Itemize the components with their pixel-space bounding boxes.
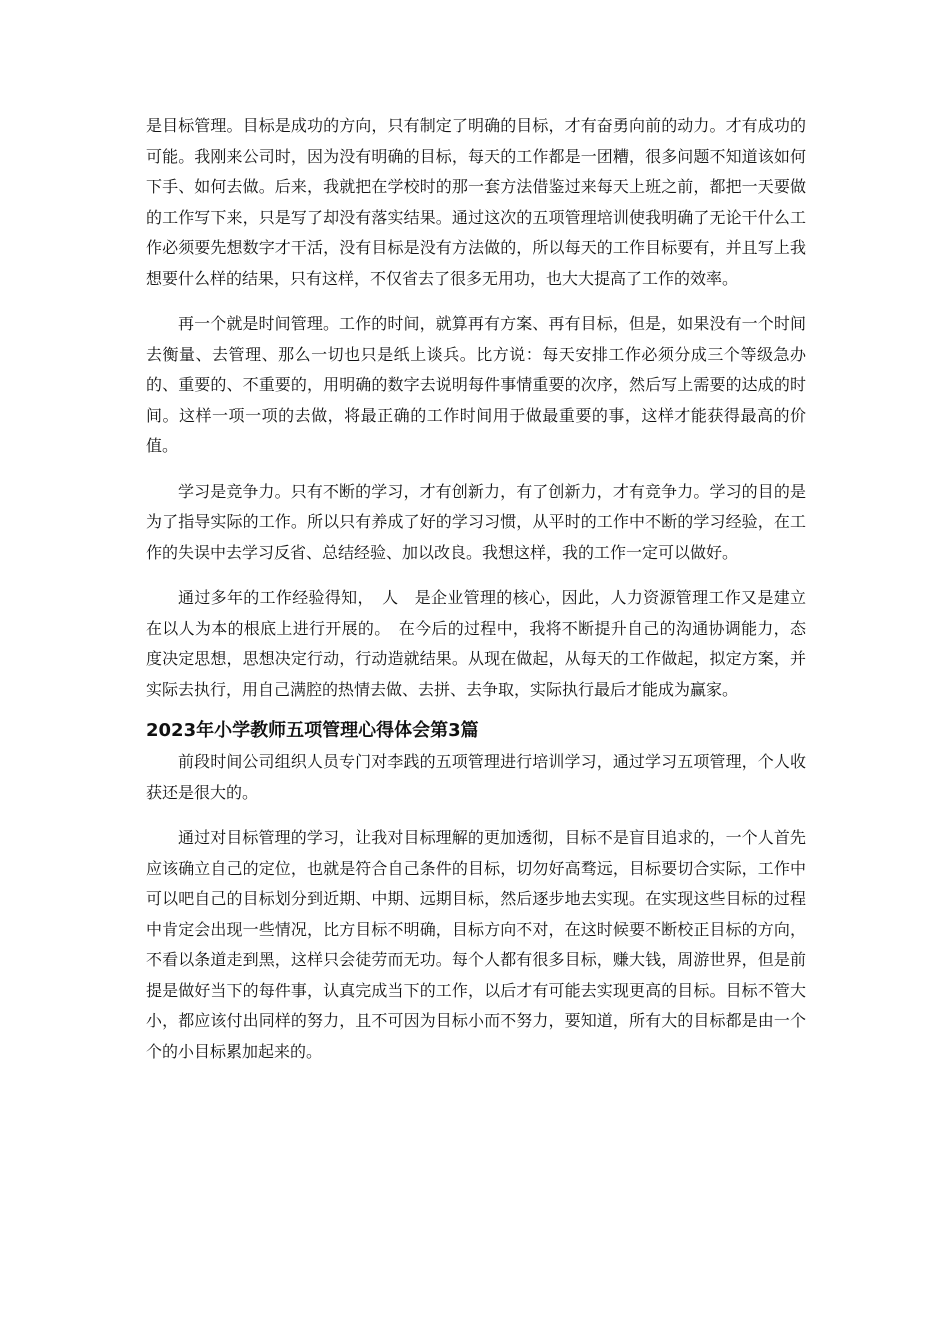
paragraph-goal-management: 是目标管理。目标是成功的方向，只有制定了明确的目标，才有奋勇向前的动力。才有成功的可能。我刚来公司时，因为没有明确的目标，每天的工作都是一团糟，很多问题不知道该如何下手、如何去做。后来，我就把在学校时的那一套方法借鉴过来每天上班之前，都把一天要做的工作写下来，只是写了却没有落实结果。通过这次的五项管理培训使我明确了无论干什么工作必须要先想数字才干活，没有目标是没有方法做的，所以每天的工作目标要有，并且写上我想要什么样的结果，只有这样，不仅省去了很多无用功，也大大提高了工作的效率。 [146,116,806,288]
paragraph-training-intro: 前段时间公司组织人员专门对李践的五项管理进行培训学习，通过学习五项管理，个人收获还是很大的。 [146,752,806,802]
paragraph-experience: 通过多年的工作经验得知， 人 是企业管理的核心，因此，人力资源管理工作又是建立在以人为本的根底上进行开展的。 在今后的过程中，我将不断提升自己的沟通协调能力，态度决定思想，思想决定行动，行动造就结果。从现在做起，从每天的工作做起，拟定方案，并实际去执行，用自己满腔的热情去做、去拼、去争取，实际执行最后才能成为赢家。 [146,588,806,699]
document-page [146,111,806,1067]
paragraph-goal-learning: 通过对目标管理的学习，让我对目标理解的更加透彻，目标不是盲目追求的，一个人首先应该确立自己的定位，也就是符合自己条件的目标，切勿好高骛远，目标要切合实际，工作中可以吧自己的目标划分到近期、中期、远期目标，然后逐步地去实现。在实现这些目标的过程中肯定会出现一些情况，比方目标不明确，目标方向不对，在这时候要不断校正目标的方向，不看以条道走到黑，这样只会徒劳而无功。每个人都有很多目标，赚大钱，周游世界，但是前提是做好当下的每件事，认真完成当下的工作，以后才有可能去实现更高的目标。目标不管大小，都应该付出同样的努力，且不可因为目标小而不努力，要知道，所有大的目标都是由一个个的小目标累加起来的。 [146,828,806,1061]
paragraph-learning: 学习是竞争力。只有不断的学习，才有创新力，有了创新力，才有竞争力。学习的目的是为了指导实际的工作。所以只有养成了好的学习习惯，从平时的工作中不断的学习经验，在工作的失误中去学习反省、总结经验、加以改良。我想这样，我的工作一定可以做好。 [146,481,806,562]
section-heading: 2023年小学教师五项管理心得体会第3篇 [146,720,479,741]
paragraph-time-management: 再一个就是时间管理。工作的时间，就算再有方案、再有目标，但是，如果没有一个时间去衡量、去管理、那么一切也只是纸上谈兵。比方说：每天安排工作必须分成三个等级急办的、重要的、不重要的，用明确的数字去说明每件事情重要的次序，然后写上需要的达成的时间。这样一项一项的去做，将最正确的工作时间用于做最重要的事，这样才能获得最高的价值。 [146,314,806,455]
